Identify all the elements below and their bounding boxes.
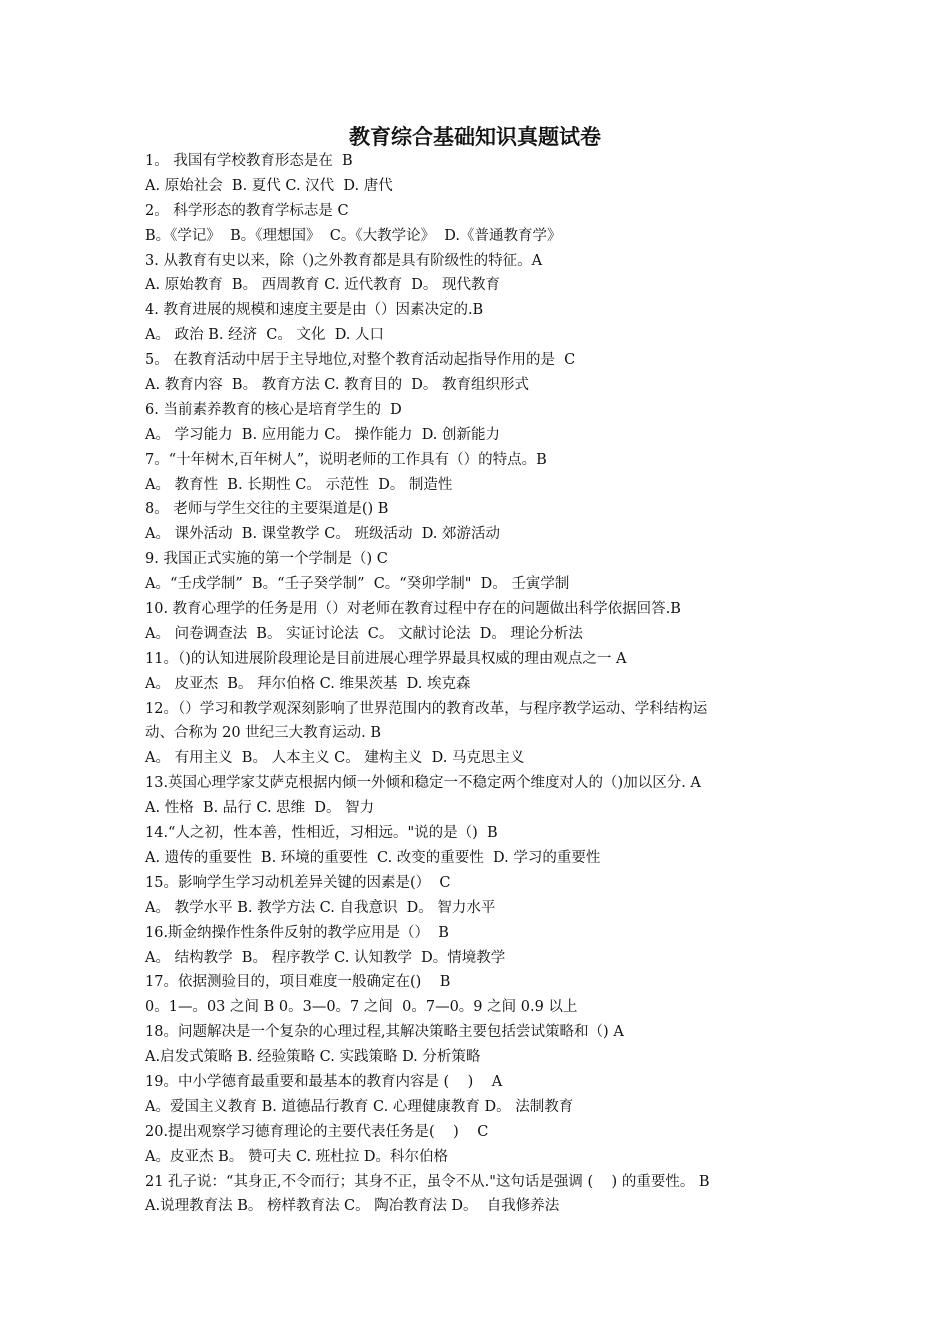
- text-line: 5。 在教育活动中居于主导地位,对整个教育活动起指导作用的是 C: [145, 352, 576, 369]
- text-line: A。“壬戌学制” B。“壬子癸学制” C。“癸卯学制" D。 壬寅学制: [145, 576, 570, 593]
- text-line: A. 性格 B. 品行 C. 思维 D。 智力: [145, 800, 375, 817]
- text-line: 0。1—。03 之间 B 0。3—0。7 之间 0。7—0。9 之间 0.9 以上: [145, 999, 578, 1016]
- text-line: A。 政治 B. 经济 C。 文化 D. 人口: [145, 327, 385, 344]
- text-line: A。 学习能力 B. 应用能力 C。 操作能力 D. 创新能力: [145, 426, 501, 443]
- text-line: 18。问题解决是一个复杂的心理过程,其解决策略主要包括尝试策略和（) A: [145, 1024, 624, 1041]
- text-line: 10. 教育心理学的任务是用（）对老师在教育过程中存在的问题做出科学依据回答.B: [145, 601, 681, 618]
- text-line: A。 教学水平 B. 教学方法 C. 自我意识 D。 智力水平: [145, 899, 496, 916]
- text-line: A。爱国主义教育 B. 道德品行教育 C. 心理健康教育 D。 法制教育: [145, 1098, 574, 1115]
- text-line: A. 原始教育 B。 西周教育 C. 近代教育 D。 现代教育: [145, 277, 501, 294]
- text-line: A。皮亚杰 B。 赞可夫 C. 班杜拉 D。科尔伯格: [145, 1148, 448, 1165]
- text-line: A。 结构教学 B。 程序教学 C. 认知教学 D。情境教学: [145, 949, 506, 966]
- text-line: 11。（)的认知进展阶段理论是目前进展心理学界最具权威的理由观点之一 A: [145, 650, 627, 667]
- text-line: A。 问卷调查法 B。 实证讨论法 C。 文献讨论法 D。 理论分析法: [145, 625, 583, 642]
- text-line: A. 原始社会 B. 夏代 C. 汉代 D. 唐代: [145, 177, 393, 194]
- text-line: 动、合称为 20 世纪三大教育运动. B: [145, 725, 382, 742]
- text-line: A。 教育性 B. 长期性 C。 示范性 D。 制造性: [145, 476, 453, 493]
- text-line: 1。 我国有学校教育形态是在 B: [145, 153, 353, 169]
- text-line: 4. 教育进展的规模和速度主要是由（）因素决定的.B: [145, 302, 484, 319]
- text-line: 8。 老师与学生交往的主要渠道是() B: [145, 501, 389, 518]
- text-line: 17。依据测验目的，项目难度一般确定在() B: [145, 974, 451, 991]
- text-line: 13.英国心理学家艾萨克根据内倾一外倾和稳定一不稳定两个维度对人的（)加以区分. A: [145, 775, 701, 792]
- question-list: [145, 149, 815, 1219]
- text-line: A. 遗传的重要性 B. 环境的重要性 C. 改变的重要性 D. 学习的重要性: [145, 849, 601, 866]
- document-title: 教育综合基础知识真题试卷: [349, 124, 601, 149]
- text-line: 15。影响学生学习动机差异关键的因素是(） C: [145, 874, 451, 891]
- text-line: A。 皮亚杰 B。 拜尔伯格 C. 维果茨基 D. 埃克森: [145, 675, 471, 692]
- text-line: 2。 科学形态的教育学标志是 C: [145, 202, 349, 219]
- text-line: 6. 当前素养教育的核心是培育学生的 D: [145, 401, 402, 418]
- text-line: 16.斯金纳操作性条件反射的教学应用是（） B: [145, 924, 449, 941]
- text-line: 12。（）学习和教学观深刻影响了世界范围内的教育改革，与程序教学运动、学科结构运: [145, 700, 708, 717]
- text-line: A。 有用主义 B。 人本主义 C。 建构主义 D. 马克思主义: [145, 750, 525, 767]
- text-line: 19。中小学德育最重要和最基本的教育内容是 ( ) A: [145, 1073, 503, 1090]
- text-line: A.说理教育法 B。 榜样教育法 C。 陶冶教育法 D。 自我修养法: [145, 1198, 560, 1215]
- text-line: A. 教育内容 B。 教育方法 C. 教育目的 D。 教育组织形式: [145, 377, 530, 394]
- text-line: 7。“十年树木,百年树人”，说明老师的工作具有（）的特点。B: [145, 451, 547, 468]
- text-line: 3. 从教育有史以来，除（)之外教育都是具有阶级性的特征。A: [145, 252, 543, 269]
- text-line: A.启发式策略 B. 经验策略 C. 实践策略 D. 分析策略: [145, 1049, 481, 1066]
- text-line: 20.提出观察学习德育理论的主要代表任务是( ) C: [145, 1123, 489, 1140]
- text-line: 9. 我国正式实施的第一个学制是（) C: [145, 551, 388, 568]
- text-line: A。 课外活动 B. 课堂教学 C。 班级活动 D. 郊游活动: [145, 526, 501, 543]
- text-line: 14.“人之初，性本善，性相近，习相远。"说的是（) B: [145, 825, 498, 842]
- text-line: B。《学记》 B。《理想国》 C。《大教学论》 D.《普通教育学》: [145, 227, 562, 244]
- text-line: 21 孔子说：“其身正,不令而行；其身不正，虽令不从."这句话是强调 ( ) 的重要性。 B: [145, 1173, 710, 1190]
